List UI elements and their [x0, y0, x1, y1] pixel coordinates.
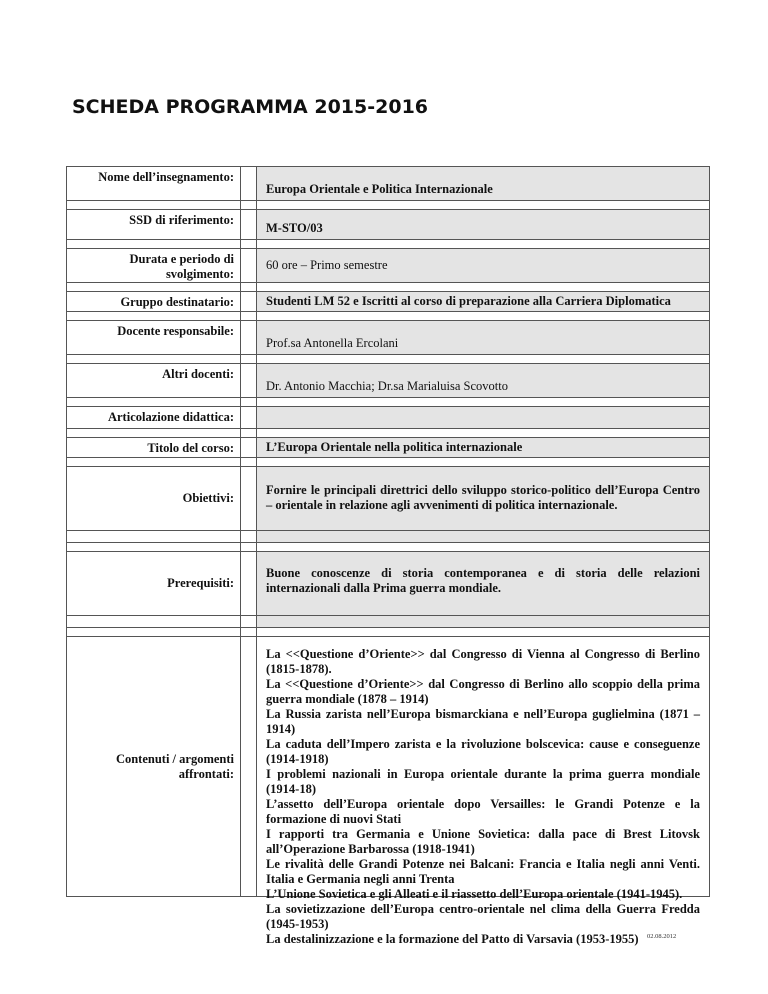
spacer-row — [67, 312, 709, 321]
page-title: SCHEDA PROGRAMMA 2015-2016 — [72, 96, 429, 118]
label-teaching-structure: Articolazione didattica: — [67, 407, 241, 428]
value-lead-teacher: Prof.sa Antonella Ercolani — [257, 321, 709, 354]
row-duration — [67, 249, 709, 283]
spacer-row — [67, 201, 709, 210]
label-course-title: Titolo del corso: — [67, 438, 241, 457]
value-ssd: M-STO/03 — [257, 210, 709, 239]
contents-item: L’Unione Sovietica e gli Alleati e il riassetto dell’Europa orientale (1941-1945). — [266, 887, 683, 901]
row-course-name — [67, 167, 709, 201]
contents-item: I problemi nazionali in Europa orientale durante la prima guerra mondiale (1914-18) — [266, 767, 700, 796]
spacer-row — [67, 355, 709, 364]
contents-item: La Russia zarista nell’Europa bismarckiana e nell’Europa guglielmina (1871 – 1914) — [266, 707, 700, 736]
value-target-group: Studenti LM 52 e Iscritti al corso di preparazione alla Carriera Diplomatica — [257, 292, 709, 311]
row-course-title — [67, 438, 709, 458]
row-ssd — [67, 210, 709, 240]
spacer-row — [67, 429, 709, 438]
value-duration: 60 ore – Primo semestre — [257, 249, 709, 282]
contents-item: La <<Questione d’Oriente>> dal Congresso di Berlino allo scoppio della prima guerra mondiale (1878 – 1914) — [266, 677, 700, 706]
contents-item: La sovietizzazione dell’Europa centro-orientale nel clima della Guerra Fredda (1945-1953) — [266, 902, 700, 931]
value-course-title: L’Europa Orientale nella politica internazionale — [257, 438, 709, 457]
contents-item: L’assetto dell’Europa orientale dopo Versailles: le Grandi Potenze e la formazione di nuovi Stati — [266, 797, 700, 826]
label-course-name: Nome dell’insegnamento: — [67, 167, 241, 200]
contents-item: La destalinizzazione e la formazione del Patto di Varsavia (1953-1955) — [266, 932, 639, 946]
contents-item: La <<Questione d’Oriente>> dal Congresso di Vienna al Congresso di Berlino (1815-1878). — [266, 647, 700, 676]
spacer-row — [67, 616, 709, 628]
spacer-row — [67, 240, 709, 249]
value-course-name: Europa Orientale e Politica Internazionale — [257, 167, 709, 200]
label-target-group: Gruppo destinatario: — [67, 292, 241, 311]
row-other-teachers — [67, 364, 709, 398]
row-target-group — [67, 292, 709, 312]
contents-item: I rapporti tra Germania e Unione Sovietica: dalla pace di Brest Litovsk all’Operazione Barbarossa (1918-1941) — [266, 827, 700, 856]
label-lead-teacher: Docente responsabile: — [67, 321, 241, 354]
label-prerequisites: Prerequisiti: — [67, 552, 241, 615]
spacer-row — [67, 458, 709, 467]
contents-item: Le rivalità delle Grandi Potenze nei Balcani: Francia e Italia negli anni Venti. Italia e Germania negli anni Trenta — [266, 857, 700, 886]
contents-item: La caduta dell’Impero zarista e la rivoluzione bolscevica: cause e conseguenze (1914-1918) — [266, 737, 700, 766]
footer-date: 02.08.2012 — [647, 933, 677, 940]
value-prerequisites: Buone conoscenze di storia contemporanea e di storia delle relazioni internazionali dalla Prima guerra mondiale. — [257, 552, 709, 615]
row-lead-teacher — [67, 321, 709, 355]
spacer-row — [67, 283, 709, 292]
label-ssd: SSD di riferimento: — [67, 210, 241, 239]
value-other-teachers: Dr. Antonio Macchia; Dr.sa Marialuisa Scovotto — [257, 364, 709, 397]
row-teaching-structure — [67, 407, 709, 429]
row-prerequisites — [67, 552, 709, 616]
spacer-row — [67, 531, 709, 543]
label-other-teachers: Altri docenti: — [67, 364, 241, 397]
value-teaching-structure — [257, 407, 709, 428]
label-contents: Contenuti / argomenti affrontati: — [67, 637, 241, 896]
label-duration: Durata e periodo di svolgimento: — [67, 249, 241, 282]
spacer-row — [67, 628, 709, 637]
spacer-row — [67, 543, 709, 552]
value-objectives: Fornire le principali direttrici dello sviluppo storico-politico dell’Europa Centro – orientale in relazione agli avvenimenti di politica internazionale. — [257, 467, 709, 530]
spacer-row — [67, 398, 709, 407]
label-objectives: Obiettivi: — [67, 467, 241, 530]
row-objectives — [67, 467, 709, 531]
